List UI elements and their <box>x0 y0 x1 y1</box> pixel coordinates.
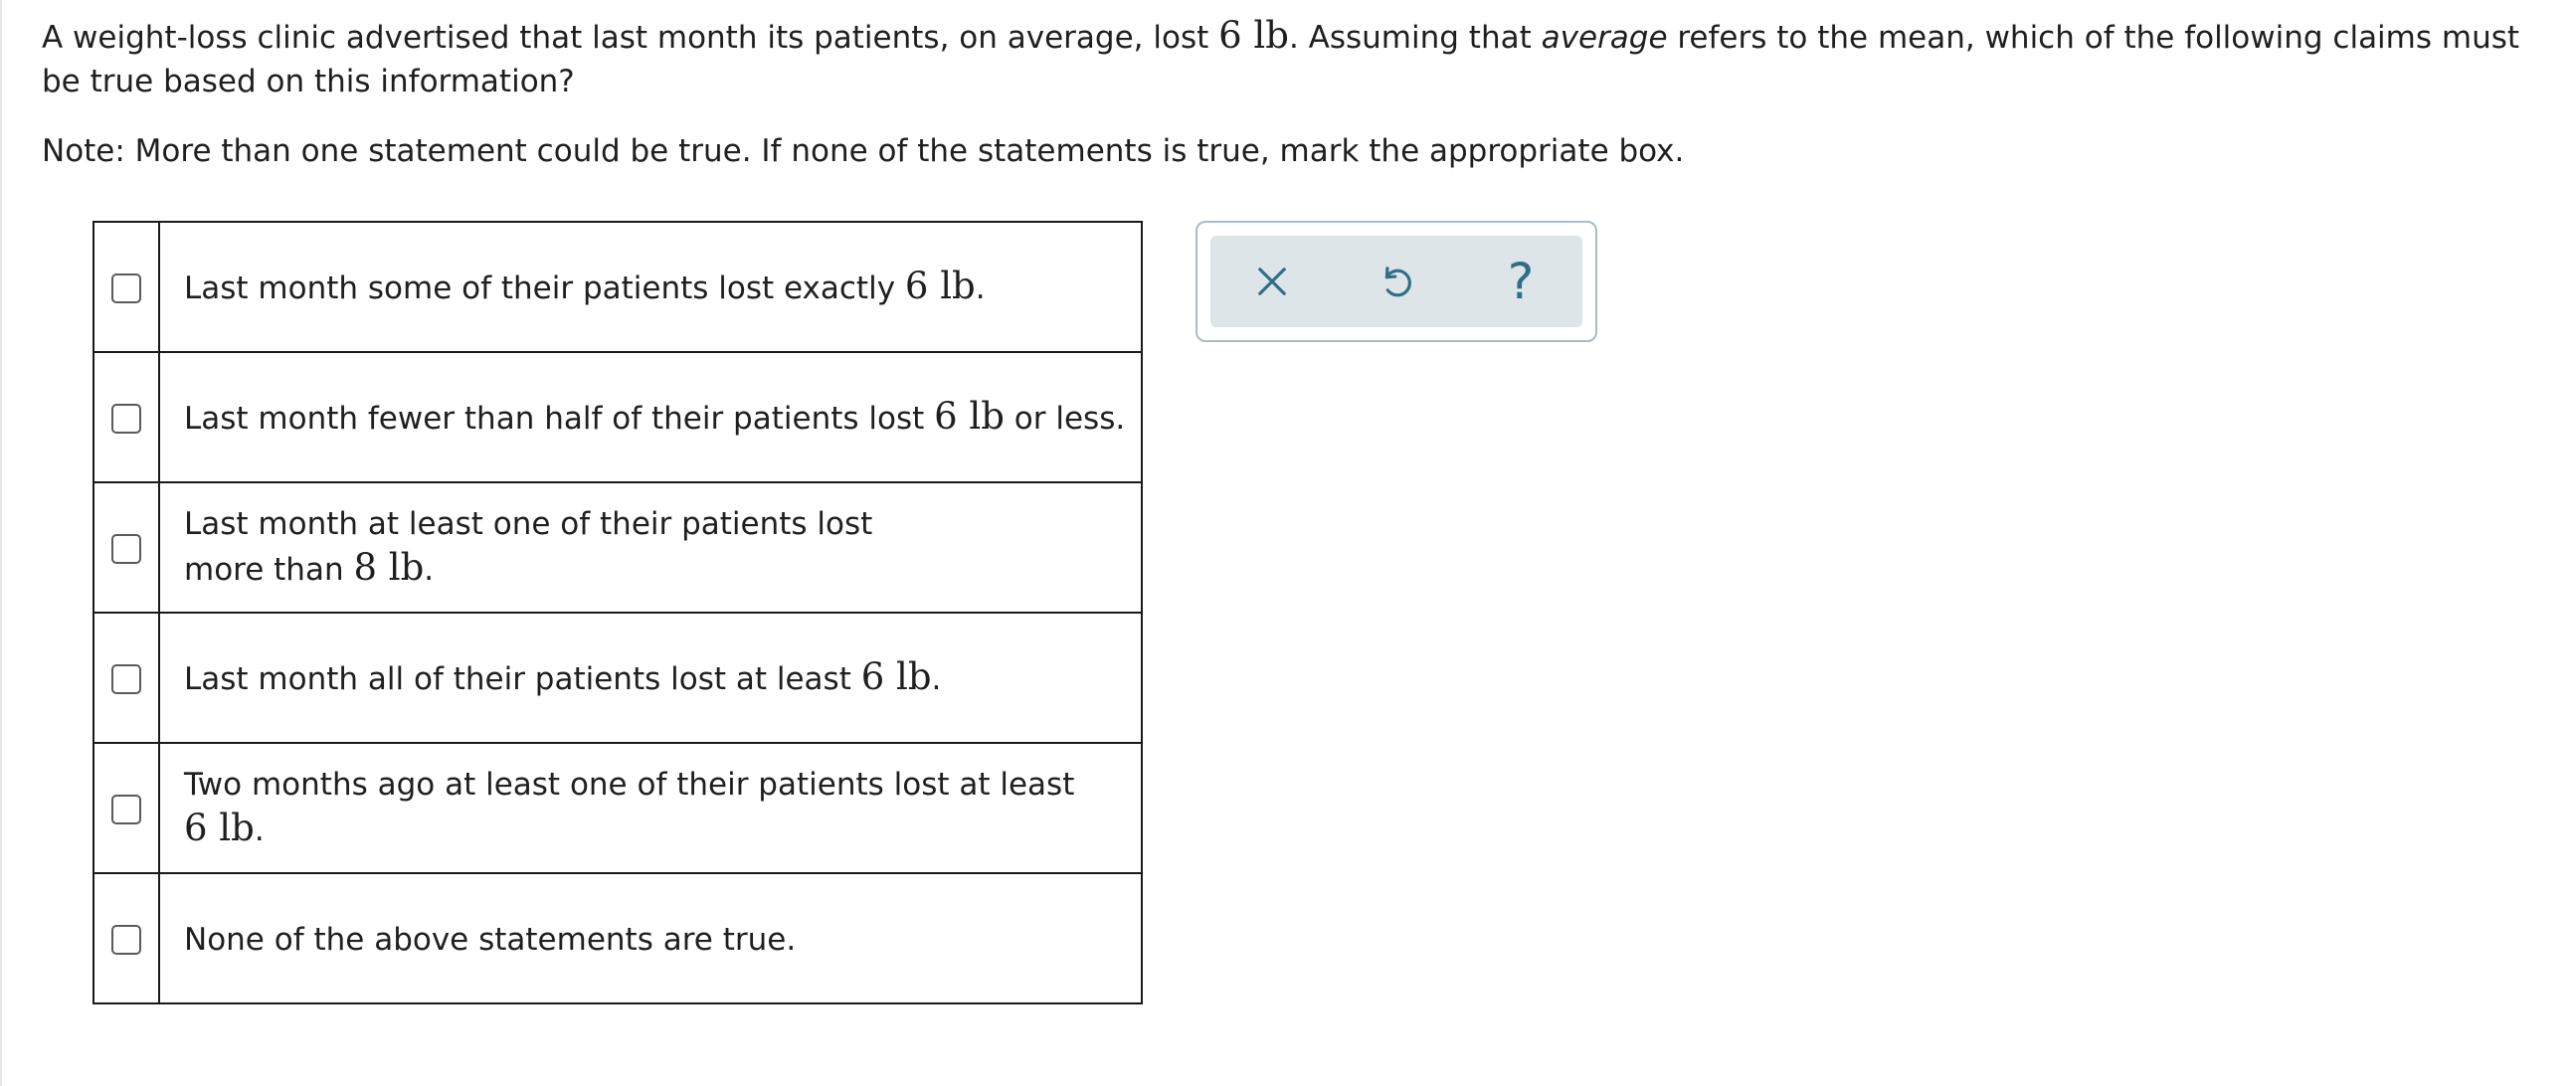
help-icon: ? <box>1507 253 1535 310</box>
checkbox-cell[interactable] <box>93 613 159 743</box>
option-checkbox[interactable] <box>111 273 141 303</box>
option-row[interactable] <box>93 743 1142 873</box>
option-row[interactable] <box>93 482 1142 613</box>
math-value: 6 lb <box>1218 14 1289 57</box>
close-icon <box>1251 261 1293 302</box>
option-label: Last month fewer than half of their patients lost 6 lb or less. <box>159 352 1142 482</box>
emphasis-average: average <box>1541 20 1668 56</box>
undo-icon <box>1376 261 1417 302</box>
clear-button[interactable] <box>1210 236 1334 327</box>
answer-toolbox <box>1196 221 1597 342</box>
help-button[interactable] <box>1459 236 1582 327</box>
option-row[interactable] <box>93 873 1142 1003</box>
toolbar <box>1210 236 1582 327</box>
note-text: Note: More than one statement could be true. If none of the statements is true, mark the appropriate box. <box>42 133 1685 169</box>
checkbox-cell[interactable] <box>93 743 159 873</box>
option-label: Last month some of their patients lost exactly 6 lb. <box>159 222 1142 352</box>
option-checkbox[interactable] <box>111 925 141 955</box>
option-checkbox[interactable] <box>111 534 141 564</box>
option-row[interactable] <box>93 352 1142 482</box>
option-checkbox[interactable] <box>111 664 141 694</box>
options-table <box>92 221 1143 1004</box>
option-row[interactable] <box>93 222 1142 352</box>
undo-button[interactable] <box>1335 236 1458 327</box>
option-checkbox[interactable] <box>111 404 141 434</box>
option-label: Last month all of their patients lost at least 6 lb. <box>159 613 1142 743</box>
checkbox-cell[interactable] <box>93 222 159 352</box>
checkbox-cell[interactable] <box>93 352 159 482</box>
option-label: None of the above statements are true. <box>159 873 1142 1003</box>
option-row[interactable] <box>93 613 1142 743</box>
option-label: Last month at least one of their patients lost more than 8 lb. <box>159 482 1142 613</box>
question-text: A weight-loss clinic advertised that last month its patients, on average, lost 6 lb. Assuming that average refers to the mean, which of the following claims must be true based on this information? <box>42 14 2520 99</box>
option-checkbox[interactable] <box>111 795 141 824</box>
option-label: Two months ago at least one of their patients lost at least 6 lb. <box>159 743 1142 873</box>
left-border <box>0 0 2 1086</box>
checkbox-cell[interactable] <box>93 482 159 613</box>
checkbox-cell[interactable] <box>93 873 159 1003</box>
